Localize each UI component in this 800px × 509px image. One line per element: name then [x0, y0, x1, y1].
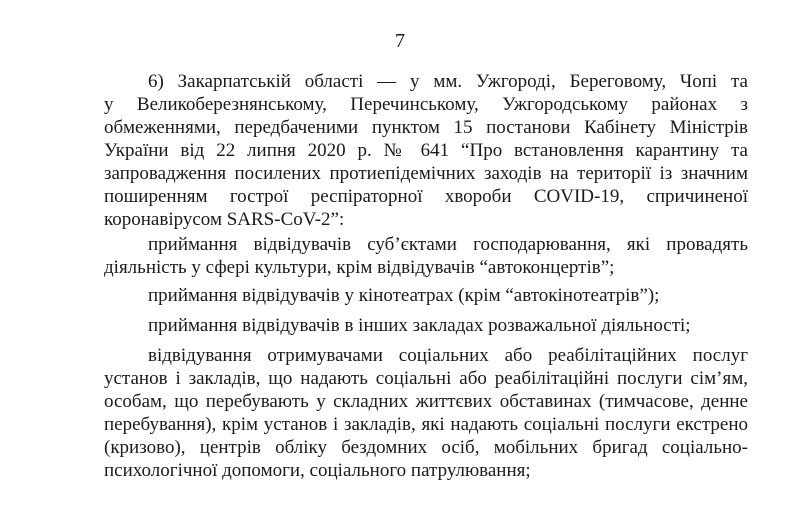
paragraph-culture-visitors [104, 233, 748, 279]
paragraph-line: обмеженнями, передбаченими пунктом 15 постанови Кабінету Міністрів [104, 117, 748, 138]
page-number: 7 [395, 30, 405, 52]
paragraph-line: коронавірусом SARS-CoV-2”: [104, 209, 345, 230]
paragraph-zakarpattia [104, 70, 748, 231]
paragraph-line: діяльність у сфері культури, крім відвідувачів “автоконцертів”; [104, 257, 615, 278]
paragraph-line: установ і закладів, що надають соціальні або реабілітаційні послуги сім’ям, [104, 368, 748, 389]
paragraph-line: приймання відвідувачів у кінотеатрах (крім “автокінотеатрів”); [148, 285, 660, 306]
paragraph-line: 6) Закарпатській області — у мм. Ужгороді, Береговому, Чопі та [148, 71, 748, 92]
paragraph-line: у Великоберезнянському, Перечинському, Ужгородському районах з [104, 94, 748, 115]
paragraph-line: психологічної допомоги, соціального патрулювання; [104, 460, 531, 481]
paragraph-entertainment-visitors [104, 314, 748, 337]
paragraph-line: приймання відвідувачів в інших закладах розважальної діяльності; [148, 315, 691, 336]
paragraph-social-services [104, 344, 748, 482]
paragraph-cinema-visitors [104, 284, 748, 307]
paragraph-line: (кризово), центрів обліку бездомних осіб, мобільних бригад соціально- [104, 437, 748, 458]
paragraph-line: відвідування отримувачами соціальних або реабілітаційних послуг [148, 345, 748, 366]
paragraph-line: особам, що перебувають у складних життєвих обставинах (тимчасове, денне [104, 391, 748, 412]
paragraph-line: приймання відвідувачів суб’єктами господарювання, які провадять [148, 234, 748, 255]
paragraph-line: поширенням гострої респіраторної хвороби COVID-19, спричиненої [104, 186, 748, 207]
paragraph-line: України від 22 липня 2020 р. № 641 “Про встановлення карантину та [104, 140, 748, 161]
paragraph-line: перебування), крім установ і закладів, які надають соціальні послуги екстрено [104, 414, 748, 435]
paragraph-line: запровадження посилених протиепідемічних заходів на території із значним [104, 163, 748, 184]
